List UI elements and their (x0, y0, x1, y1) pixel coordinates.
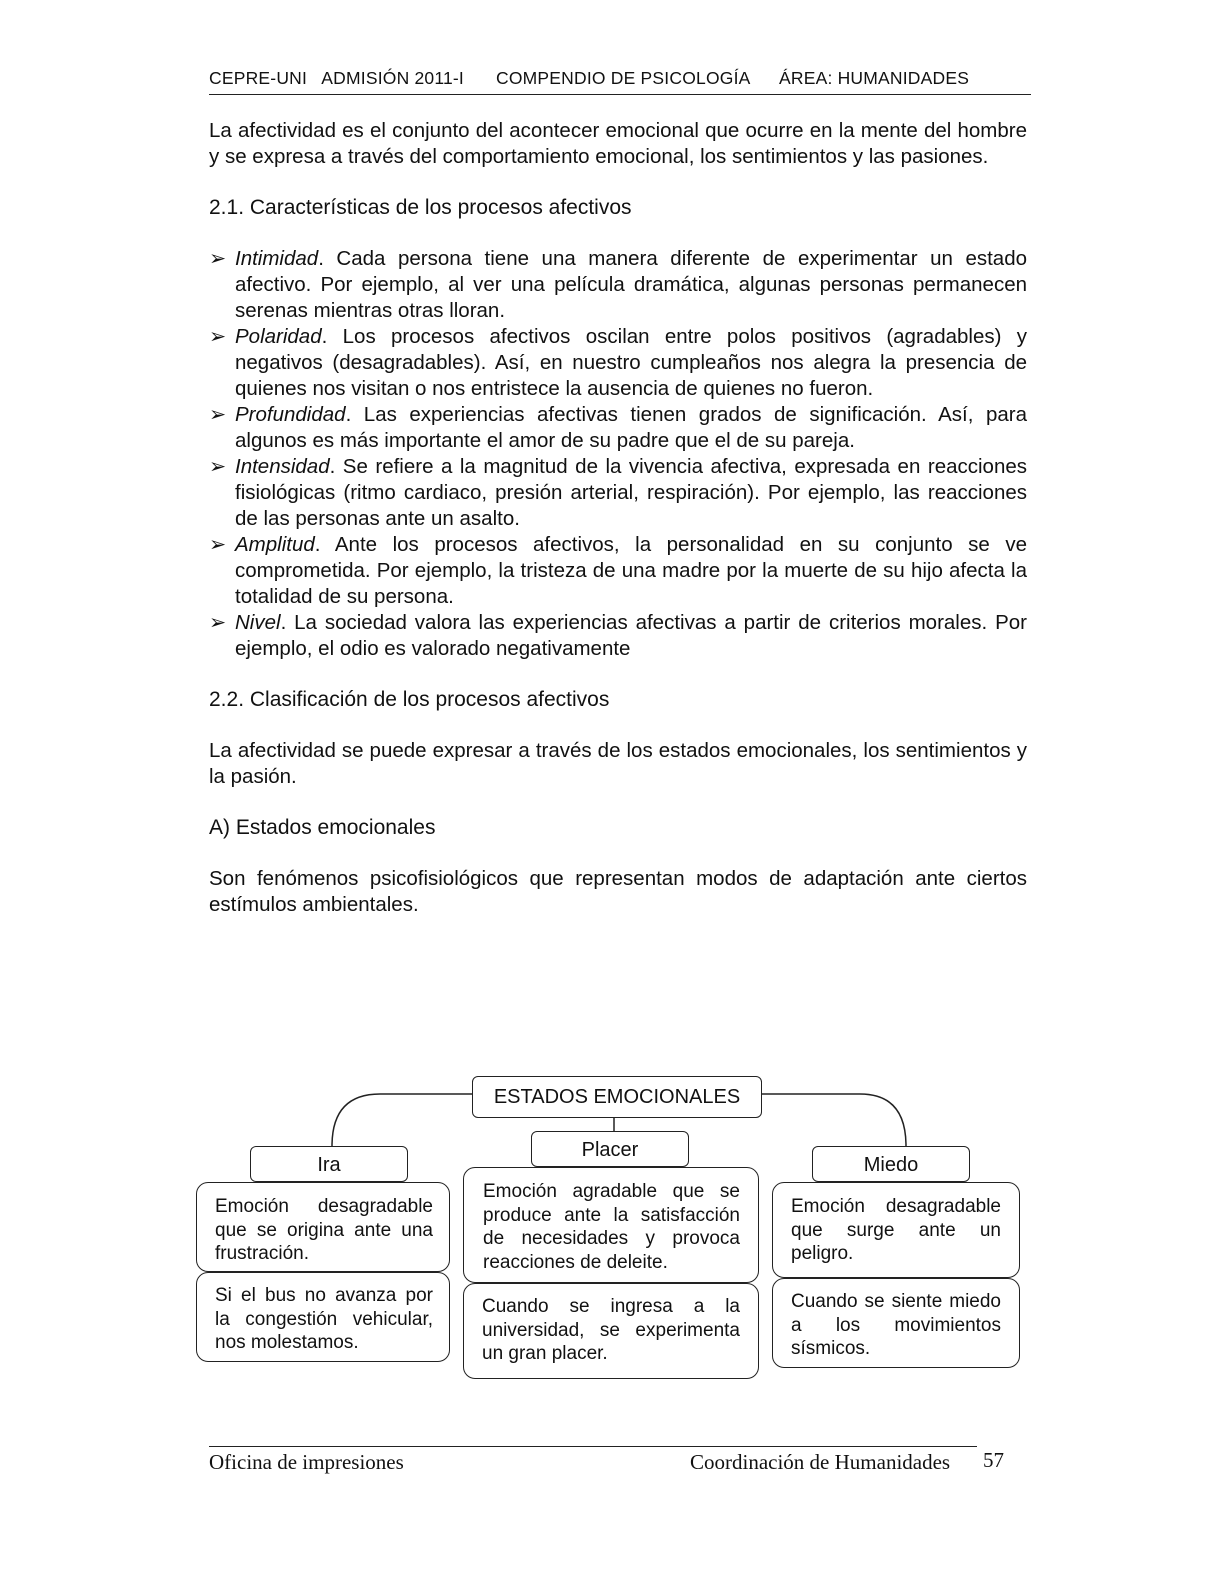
item-text: . Ante los procesos afectivos, la personalidad en su conjunto se ve comprometida. Por ejemplo, la tristeza de una madre por la muerte de su hijo afecta la totalidad de su persona. (235, 533, 1027, 608)
branch-label-box-placer (531, 1131, 689, 1167)
example-box-ira (196, 1272, 450, 1362)
header-center: COMPENDIO DE PSICOLOGÍA (496, 68, 751, 88)
arrow-bullet-icon: ➢ (209, 325, 227, 348)
list-item (209, 324, 1027, 402)
list-item (209, 610, 1027, 662)
branch-label-box-miedo (812, 1146, 970, 1182)
item-text: . Se refiere a la magnitud de la vivencia afectiva, expresada en reacciones fisiológicas (ritmo cardiaco, presión arterial, respiración). Por ejemplo, las reacciones de las personas ante un asalto. (235, 455, 1027, 530)
arrow-bullet-icon: ➢ (209, 455, 227, 478)
item-term: Profundidad (235, 403, 346, 426)
connector-ira (332, 1094, 472, 1146)
page-body (209, 118, 1027, 918)
list-item (209, 454, 1027, 532)
item-term: Intimidad (235, 247, 319, 270)
page-number: 57 (983, 1448, 1004, 1472)
arrow-bullet-icon: ➢ (209, 533, 227, 556)
item-text: . Las experiencias afectivas tienen grados de significación. Así, para algunos es más importante el amor de su padre que el de su pareja. (235, 403, 1027, 452)
header-right: ÁREA: HUMANIDADES (779, 68, 970, 88)
diagram-root-label: ESTADOS EMOCIONALES (493, 1086, 741, 1108)
example-text: Si el bus no avanza por la congestión vehicular, nos molestamos. (215, 1285, 433, 1353)
connector-miedo (762, 1094, 906, 1146)
item-term: Amplitud (235, 533, 315, 556)
item-term: Intensidad (235, 455, 330, 478)
list-item (209, 532, 1027, 610)
item-text: . Cada persona tiene una manera diferente de experimentar un estado afectivo. Por ejemplo, al ver una película dramática, algunas personas permanecen serenas mientras otras lloran. (235, 247, 1027, 322)
diagram-root-box (472, 1076, 762, 1118)
section-22-paragraph: La afectividad se puede expresar a través de los estados emocionales, los sentimientos y la pasión. (209, 739, 1027, 788)
item-text: . Los procesos afectivos oscilan entre polos positivos (agradables) y negativos (desagradables). Así, en nuestro cumpleaños nos alegra la presencia de quienes nos visitan o nos entristece la ausencia de quienes no fueron. (235, 325, 1027, 400)
page-header (209, 66, 1031, 95)
footer-left: Oficina de impresiones (209, 1450, 404, 1474)
header-left: CEPRE-UNI ADMISIÓN 2011-I (209, 68, 464, 88)
footer-right: Coordinación de Humanidades (690, 1450, 951, 1474)
example-text: Cuando se siente miedo a los movimientos sísmicos. (791, 1291, 1001, 1359)
arrow-bullet-icon: ➢ (209, 403, 227, 426)
definition-box-placer (463, 1167, 759, 1283)
definition-text: Emoción desagradable que surge ante un peligro. (791, 1196, 1001, 1264)
list-item (209, 402, 1027, 454)
branch-label: Ira (317, 1154, 341, 1176)
item-text: . La sociedad valora las experiencias afectivas a partir de criterios morales. Por ejemplo, el odio es valorado negativamente (235, 611, 1027, 660)
item-term: Nivel (235, 611, 281, 634)
footer-divider (209, 1446, 977, 1447)
section-a-paragraph: Son fenómenos psicofisiológicos que representan modos de adaptación ante ciertos estímulos ambientales. (209, 867, 1027, 916)
section-a-title: A) Estados emocionales (209, 816, 436, 839)
example-text: Cuando se ingresa a la universidad, se experimenta un gran placer. (482, 1296, 740, 1364)
arrow-bullet-icon: ➢ (209, 611, 227, 634)
list-item (209, 246, 1027, 324)
branch-label: Miedo (863, 1154, 919, 1176)
item-term: Polaridad (235, 325, 322, 348)
definition-box-miedo (772, 1182, 1020, 1278)
example-box-miedo (772, 1278, 1020, 1368)
intro-paragraph: La afectividad es el conjunto del acontecer emocional que ocurre en la mente del hombre y se expresa a través del comportamiento emocional, los sentimientos y las pasiones. (209, 119, 1027, 168)
definition-text: Emoción agradable que se produce ante la satisfacción de necesidades y provoca reacciones de deleite. (483, 1181, 740, 1273)
characteristics-list (209, 246, 1027, 662)
section-21-title: 2.1. Características de los procesos afectivos (209, 196, 632, 219)
branch-label-box-ira (250, 1146, 408, 1182)
definition-box-ira (196, 1182, 450, 1272)
section-22-title: 2.2. Clasificación de los procesos afectivos (209, 688, 610, 711)
branch-label: Placer (581, 1139, 639, 1161)
example-box-placer (463, 1283, 759, 1379)
definition-text: Emoción desagradable que se origina ante una frustración. (215, 1196, 433, 1264)
arrow-bullet-icon: ➢ (209, 247, 227, 270)
